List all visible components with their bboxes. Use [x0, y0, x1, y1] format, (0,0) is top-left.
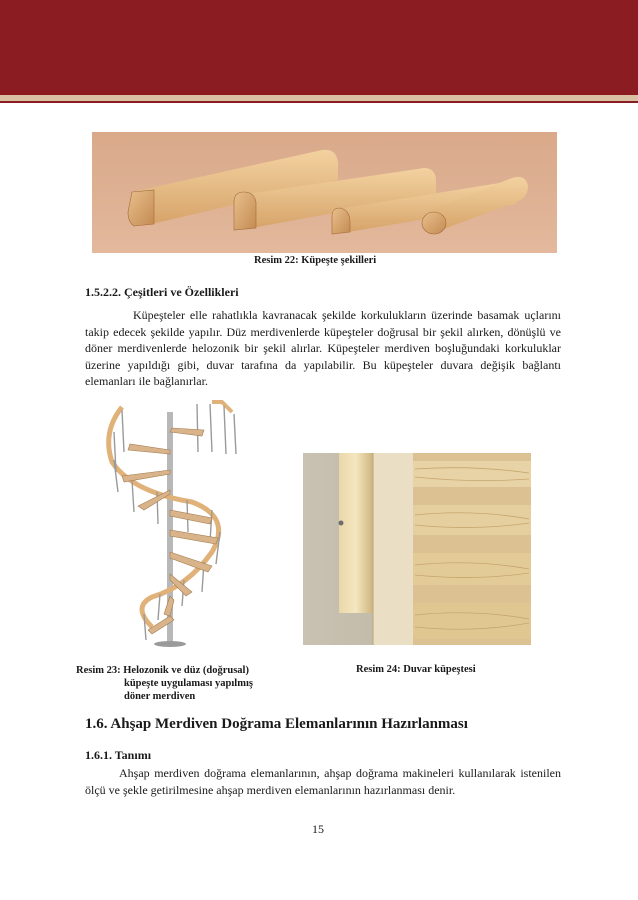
- wall-handrail-photo: [303, 453, 531, 645]
- section-1522-paragraph: Küpeşteler elle rahatlıkla kavranacak şekilde korkulukların üzerinde basamak uçlarını takip edecek şekilde yapılır. Düz merdivenlerde küpeşteler doğrusal bir şekil alırken, dönüşlü ve döner merdivenlerde helozonik bir şekil alırlar. Küpeşteler merdiven boşluğundaki korkuluklar üzerine yapıldığı gibi, duvar tarafına da yapılabilir. Bu küpeşteler duvara değişik bağlantı elemanları ile bağlanırlar.: [85, 308, 561, 388]
- header-divider: [0, 101, 638, 103]
- figure-23-caption-line-1: Resim 23: Helozonik ve düz (doğrusal): [76, 665, 249, 676]
- section-1522-heading: 1.5.2.2. Çeşitleri ve Özellikleri: [85, 285, 239, 299]
- figure-22-caption: Resim 22: Küpeşte şekilleri: [254, 255, 377, 266]
- spiral-staircase-photo: [92, 392, 242, 654]
- figure-23-caption-line-2: küpeşte uygulaması yapılmış: [124, 678, 253, 689]
- figure-23-caption-line-3: döner merdiven: [124, 691, 196, 702]
- header-band: [0, 0, 638, 95]
- section-16-heading: 1.6. Ahşap Merdiven Doğrama Elemanlarının Hazırlanması: [85, 716, 468, 732]
- figure-23-caption: [76, 664, 253, 703]
- page-number: 15: [312, 822, 324, 836]
- handrail-profiles-photo: [92, 132, 557, 253]
- figure-24-caption: Resim 24: Duvar küpeştesi: [356, 664, 476, 675]
- section-161-heading: 1.6.1. Tanımı: [85, 748, 152, 762]
- section-161-paragraph: Ahşap merdiven doğrama elemanlarının, ahşap doğrama makineleri kullanılarak istenilen ölçü ve şekle getirilmesine ahşap merdiven elemanlarının hazırlanması denir.: [85, 766, 561, 797]
